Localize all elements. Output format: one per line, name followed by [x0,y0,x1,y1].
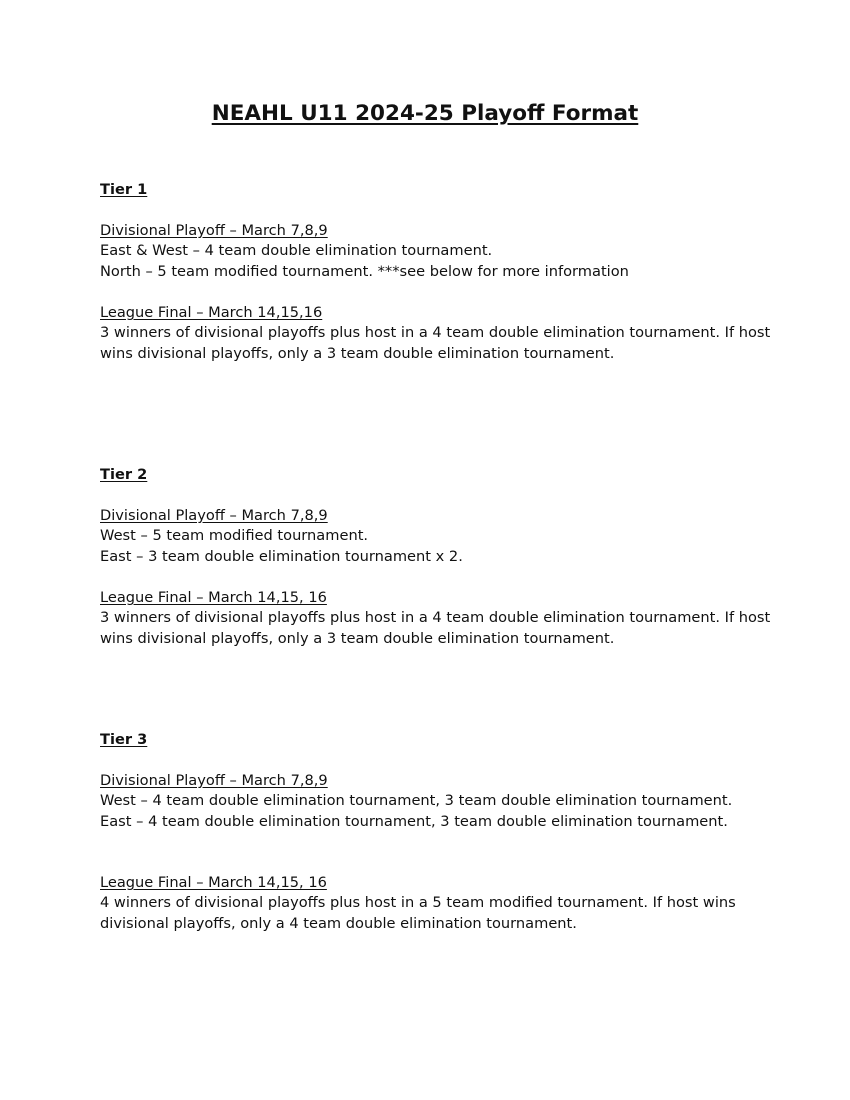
tier-2-divisional-section [100,506,760,567]
tier-2-final-heading: League Final – March 14,15, 16 [100,589,327,606]
tier-3-divisional-section [100,771,760,832]
tier-3-divisional-line: East – 4 team double elimination tournament, 3 team double elimination tournament. [100,812,728,830]
tier-3-divisional-line: West – 4 team double elimination tournament, 3 team double elimination tournament. [100,792,733,810]
tier-3-final-line: divisional playoffs, only a 4 team double elimination tournament. [100,914,577,932]
tier-1-heading: Tier 1 [100,181,148,198]
tier-1-divisional-section [100,221,760,282]
tier-3-divisional-heading: Divisional Playoff – March 7,8,9 [100,772,328,789]
tier-1-divisional-heading: Divisional Playoff – March 7,8,9 [100,222,328,239]
tier-2-final-line: wins divisional playoffs, only a 3 team double elimination tournament. [100,629,615,647]
tier-1-divisional-line: North – 5 team modified tournament. ***see below for more information [100,262,629,280]
tier-1-heading-block [100,180,760,200]
tier-2-divisional-heading: Divisional Playoff – March 7,8,9 [100,507,328,524]
tier-3-heading-block [100,730,760,750]
tier-1-final-heading: League Final – March 14,15,16 [100,304,323,321]
page-title: NEAHL U11 2024-25 Playoff Format [211,101,639,126]
tier-1-final-line: wins divisional playoffs, only a 3 team double elimination tournament. [100,344,615,362]
tier-3-final-section [100,873,760,934]
tier-1-divisional-line: East & West – 4 team double elimination tournament. [100,242,493,260]
tier-2-heading-block [100,465,760,485]
tier-2-final-line: 3 winners of divisional playoffs plus host in a 4 team double elimination tournament. If host [100,609,771,627]
tier-1-final-line: 3 winners of divisional playoffs plus host in a 4 team double elimination tournament. If host [100,324,771,342]
tier-2-heading: Tier 2 [100,466,148,483]
tier-2-final-section [100,588,771,649]
tier-3-final-line: 4 winners of divisional playoffs plus host in a 5 team modified tournament. If host wins [100,894,736,912]
tier-2-divisional-line: West – 5 team modified tournament. [100,527,369,545]
tier-3-heading: Tier 3 [100,731,148,748]
tier-1-final-section [100,303,771,364]
tier-3-final-heading: League Final – March 14,15, 16 [100,874,327,891]
tier-2-divisional-line: East – 3 team double elimination tournament x 2. [100,547,463,565]
